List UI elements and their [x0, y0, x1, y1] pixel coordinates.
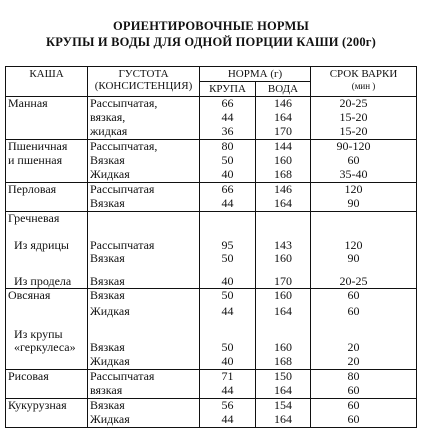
table-row	[6, 183, 417, 198]
cell-gustota: Рассыпчатая,	[88, 140, 200, 155]
cell-srok: 60	[311, 399, 417, 414]
cell-kasha: Овсяная	[6, 289, 88, 306]
cell-kasha	[6, 413, 88, 428]
cell-voda: 143	[256, 230, 311, 252]
cell-gustota: Вязкая	[88, 266, 200, 289]
table-row	[6, 97, 417, 112]
cell-kasha: Из крупы	[6, 319, 88, 341]
cell-krupa: 50	[200, 289, 256, 306]
cell-gustota: Жидкая	[88, 305, 200, 319]
table-row	[6, 305, 417, 319]
cell-krupa: 40	[200, 266, 256, 289]
cell-gustota: вязкая,	[88, 111, 200, 125]
cell-kasha	[6, 111, 88, 125]
cell-gustota: Вязкая	[88, 197, 200, 212]
cell-voda: 164	[256, 305, 311, 319]
cell-krupa	[200, 212, 256, 231]
cell-kasha	[6, 252, 88, 266]
cell-krupa: 44	[200, 305, 256, 319]
cell-srok: 60	[311, 305, 417, 319]
cell-gustota: Жидкая	[88, 355, 200, 370]
cell-voda: 160	[256, 154, 311, 168]
cell-gustota	[88, 319, 200, 341]
cell-voda: 160	[256, 252, 311, 266]
cell-srok: 20	[311, 341, 417, 355]
table-row	[6, 230, 417, 252]
cell-kasha: Гречневая	[6, 212, 88, 231]
cell-voda: 144	[256, 140, 311, 155]
cell-voda: 170	[256, 266, 311, 289]
cell-srok	[311, 319, 417, 341]
cell-voda: 146	[256, 97, 311, 112]
table-row	[6, 341, 417, 355]
cell-krupa	[200, 319, 256, 341]
table-row	[6, 111, 417, 125]
cell-voda: 160	[256, 341, 311, 355]
cell-voda: 170	[256, 125, 311, 140]
cell-srok: 15-20	[311, 125, 417, 140]
table-row	[6, 289, 417, 306]
cell-voda: 150	[256, 370, 311, 385]
cell-voda: 164	[256, 413, 311, 428]
cell-krupa: 50	[200, 252, 256, 266]
norms-table	[5, 66, 417, 428]
cell-gustota: Жидкая	[88, 413, 200, 428]
cell-srok: 60	[311, 413, 417, 428]
cell-srok	[311, 212, 417, 231]
header-voda: ВОДА	[256, 82, 311, 97]
header-norma: НОРМА (г)	[200, 67, 311, 82]
cell-gustota	[88, 212, 200, 231]
table-row	[6, 125, 417, 140]
cell-voda: 154	[256, 399, 311, 414]
cell-kasha	[6, 168, 88, 183]
cell-krupa: 50	[200, 154, 256, 168]
cell-kasha: Манная	[6, 97, 88, 112]
cell-kasha: Кукурузная	[6, 399, 88, 414]
cell-gustota: Вязкая	[88, 341, 200, 355]
cell-kasha	[6, 197, 88, 212]
table-row	[6, 252, 417, 266]
cell-gustota: Вязкая	[88, 252, 200, 266]
cell-kasha: Пшеничная	[6, 140, 88, 155]
cell-gustota: Вязкая	[88, 289, 200, 306]
table-row	[6, 413, 417, 428]
cell-voda: 164	[256, 384, 311, 399]
cell-krupa: 95	[200, 230, 256, 252]
table-row	[6, 154, 417, 168]
cell-kasha	[6, 305, 88, 319]
cell-gustota: Вязкая	[88, 399, 200, 414]
table-row	[6, 140, 417, 155]
table-row	[6, 212, 417, 231]
cell-voda: 164	[256, 111, 311, 125]
cell-srok: 80	[311, 370, 417, 385]
cell-srok: 120	[311, 183, 417, 198]
table-body	[6, 97, 417, 428]
cell-voda: 168	[256, 355, 311, 370]
header-gustota: ГУСТОТА (КОНСИСТЕНЦИЯ)	[88, 67, 200, 97]
table-row	[6, 266, 417, 289]
table-row	[6, 370, 417, 385]
cell-srok: 20	[311, 355, 417, 370]
cell-kasha	[6, 355, 88, 370]
cell-krupa: 36	[200, 125, 256, 140]
cell-voda: 164	[256, 197, 311, 212]
table-row	[6, 399, 417, 414]
cell-srok: 60	[311, 384, 417, 399]
title-line-2: КРУПЫ И ВОДЫ ДЛЯ ОДНОЙ ПОРЦИИ КАШИ (200г)	[45, 35, 377, 49]
table-row	[6, 197, 417, 212]
cell-kasha	[6, 384, 88, 399]
cell-srok: 90	[311, 197, 417, 212]
cell-srok: 15-20	[311, 111, 417, 125]
cell-voda: 160	[256, 289, 311, 306]
header-srok: СРОК ВАРКИ (мин )	[311, 67, 417, 97]
cell-kasha: Из ядрицы	[6, 230, 88, 252]
cell-voda	[256, 319, 311, 341]
cell-gustota: вязкая	[88, 384, 200, 399]
header-krupa: КРУПА	[200, 82, 256, 97]
table-row	[6, 168, 417, 183]
cell-krupa: 71	[200, 370, 256, 385]
cell-krupa: 44	[200, 197, 256, 212]
table-row	[6, 384, 417, 399]
table-row	[6, 319, 417, 341]
cell-srok: 35-40	[311, 168, 417, 183]
cell-gustota: Рассыпчатая,	[88, 97, 200, 112]
cell-krupa: 66	[200, 97, 256, 112]
cell-srok: 20-25	[311, 97, 417, 112]
cell-krupa: 44	[200, 384, 256, 399]
cell-krupa: 40	[200, 355, 256, 370]
title-line-1: ОРИЕНТИРОВОЧНЫЕ НОРМЫ	[113, 19, 309, 33]
cell-kasha: Перловая	[6, 183, 88, 198]
cell-krupa: 66	[200, 183, 256, 198]
cell-krupa: 40	[200, 168, 256, 183]
cell-srok: 120	[311, 230, 417, 252]
cell-srok: 90-120	[311, 140, 417, 155]
cell-krupa: 80	[200, 140, 256, 155]
cell-voda: 168	[256, 168, 311, 183]
cell-srok: 60	[311, 289, 417, 306]
cell-kasha	[6, 125, 88, 140]
cell-gustota: Жидкая	[88, 168, 200, 183]
cell-gustota: Рассыпчатая	[88, 230, 200, 252]
cell-voda	[256, 212, 311, 231]
cell-kasha: «геркулеса»	[6, 341, 88, 355]
cell-krupa: 44	[200, 413, 256, 428]
cell-voda: 146	[256, 183, 311, 198]
header-kasha: КАША	[6, 67, 88, 97]
table-row	[6, 355, 417, 370]
cell-srok: 60	[311, 154, 417, 168]
cell-kasha: Из продела	[6, 266, 88, 289]
cell-gustota: жидкая	[88, 125, 200, 140]
cell-krupa: 50	[200, 341, 256, 355]
cell-kasha: и пшенная	[6, 154, 88, 168]
cell-gustota: Рассыпчатая	[88, 370, 200, 385]
cell-srok: 20-25	[311, 266, 417, 289]
cell-gustota: Рассыпчатая	[88, 183, 200, 198]
cell-srok: 90	[311, 252, 417, 266]
cell-krupa: 56	[200, 399, 256, 414]
cell-kasha: Рисовая	[6, 370, 88, 385]
cell-krupa: 44	[200, 111, 256, 125]
cell-gustota: Вязкая	[88, 154, 200, 168]
